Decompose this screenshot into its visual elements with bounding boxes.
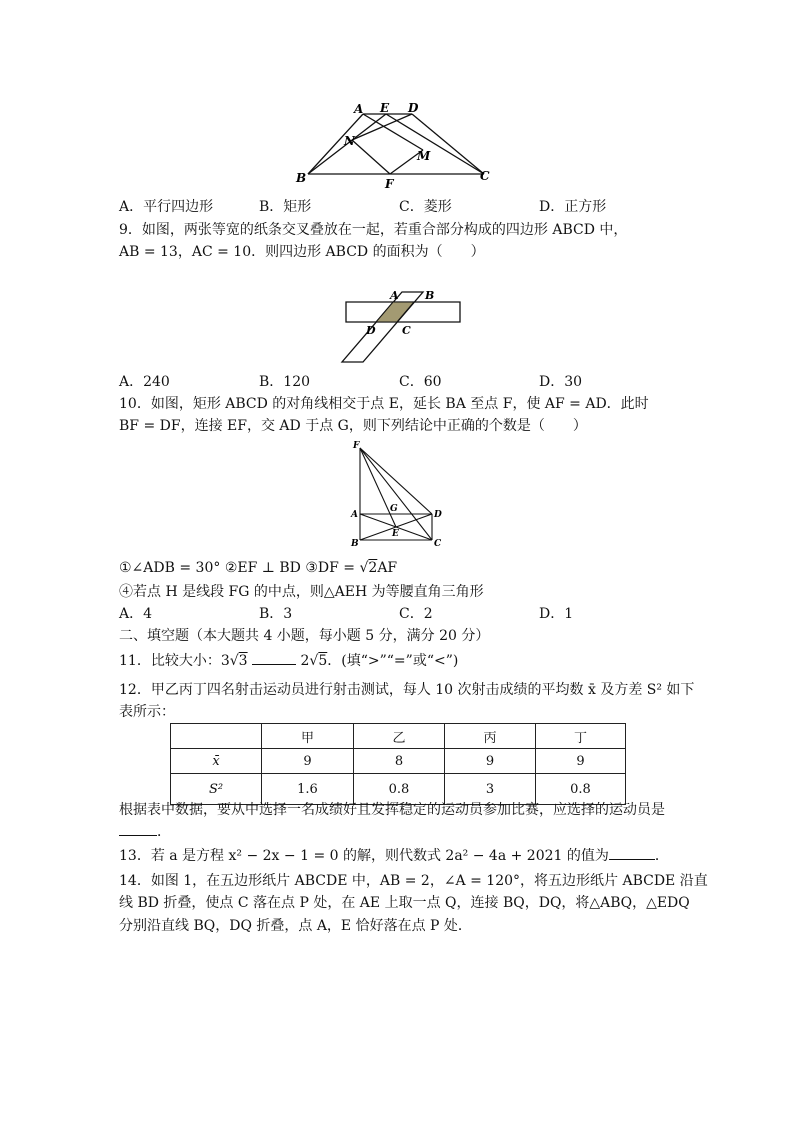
q9-option-b: B．120 <box>259 374 311 390</box>
table-cell: 1.6 <box>262 774 354 805</box>
table-row <box>171 749 626 774</box>
q10-option-d: D．1 <box>539 606 574 622</box>
q13-line: 13．若 a 是方程 x² − 2x − 1 = 0 的解，则代数式 2a² − 4a + 2021 的值为 ． <box>119 848 669 864</box>
q13-answer-blank[interactable] <box>609 859 655 860</box>
table-header-cell <box>171 724 262 749</box>
q9-option-a: A．240 <box>119 374 170 390</box>
q10-option-b: B．3 <box>259 606 293 622</box>
q10-figure <box>346 438 446 550</box>
table-cell: 9 <box>445 749 536 774</box>
q8-label-C: C <box>480 169 490 183</box>
q10-label-D: D <box>434 510 442 520</box>
table-cell: x̄ <box>171 749 262 774</box>
q10-statement-2: ②EF ⊥ BD <box>224 560 301 576</box>
q10-statement-3: ③DF = √2AF <box>305 560 398 576</box>
table-cell: S² <box>171 774 262 805</box>
table-header-cell: 丙 <box>445 724 536 749</box>
q12-line-4: ． <box>119 822 171 842</box>
q10-statements-1-3 <box>119 558 397 578</box>
table-cell: 9 <box>536 749 626 774</box>
q10-statement-4: ④若点 H 是线段 FG 的中点，则△AEH 为等腰直角三角形 <box>119 584 484 600</box>
q8-label-M: M <box>417 149 431 163</box>
q9-label-D: D <box>366 324 376 337</box>
q10-line-1: 10．如图，矩形 ABCD 的对角线相交于点 E，延长 BA 至点 F，使 AF = AD．此时 <box>119 396 649 412</box>
q9-label-B: B <box>425 289 435 302</box>
table-cell: 0.8 <box>536 774 626 805</box>
section-2-heading: 二、填空题（本大题共 4 小题，每小题 5 分，满分 20 分） <box>119 628 490 644</box>
q12-table <box>170 723 626 805</box>
table-header-cell: 甲 <box>262 724 354 749</box>
q11-line: 11．比较大小：3√3 2√5．(填“>”“=”或“<”) <box>119 653 459 669</box>
q14-line-1: 14．如图 1，在五边形纸片 ABCDE 中，AB = 2，∠A = 120°，将五边形纸片 ABCDE 沿直 <box>119 873 708 889</box>
q14-line-3: 分别沿直线 BQ，DQ 折叠，点 A，E 恰好落在点 P 处． <box>119 918 472 934</box>
q8-label-D: D <box>408 101 419 115</box>
q10-label-B: B <box>351 539 359 549</box>
q12-line-2: 表所示： <box>119 704 175 720</box>
q10-line-2: BF = DF，连接 EF，交 AD 于点 G，则下列结论中正确的个数是（ ） <box>119 418 587 434</box>
q9-option-c: C．60 <box>399 374 442 390</box>
q12-answer-blank[interactable] <box>119 835 157 836</box>
q8-label-B: B <box>296 171 307 185</box>
table-cell: 3 <box>445 774 536 805</box>
q10-label-G: G <box>390 504 398 514</box>
table-cell: 9 <box>262 749 354 774</box>
q10-label-C: C <box>434 539 442 549</box>
q10-statement-1: ①∠ADB = 30° <box>119 560 221 576</box>
table-header-cell: 丁 <box>536 724 626 749</box>
q9-line-2: AB = 13，AC = 10．则四边形 ABCD 的面积为（ ） <box>119 244 485 260</box>
q12-line-3: 根据表中数据，要从中选择一名成绩好且发挥稳定的运动员参加比赛，应选择的运动员是 <box>119 802 665 818</box>
q9-figure <box>336 278 466 370</box>
q9-label-C: C <box>402 324 411 337</box>
q9-label-A: A <box>390 289 399 302</box>
q8-label-E: E <box>380 101 390 115</box>
q12-line-1: 12．甲乙丙丁四名射击运动员进行射击测试，每人 10 次射击成绩的平均数 x̄ 及方差 S² 如下 <box>119 682 695 698</box>
table-cell: 8 <box>354 749 445 774</box>
q8-option-a: A．平行四边形 <box>119 199 214 215</box>
q10-option-a: A．4 <box>119 606 153 622</box>
q10-option-c: C．2 <box>399 606 433 622</box>
q14-line-2: 线 BD 折叠，使点 C 落在点 P 处，在 AE 上取一点 Q，连接 BQ，DQ，将△ABQ，△EDQ <box>119 895 690 911</box>
table-cell: 0.8 <box>354 774 445 805</box>
q10-label-A: A <box>351 510 358 520</box>
table-row <box>171 724 626 749</box>
q9-option-d: D．30 <box>539 374 583 390</box>
q8-figure <box>290 98 500 190</box>
q10-label-F: F <box>353 441 360 451</box>
q8-label-A: A <box>354 102 364 116</box>
q8-option-c: C．菱形 <box>399 199 452 215</box>
q8-option-d: D．正方形 <box>539 199 607 215</box>
q8-option-b: B．矩形 <box>259 199 312 215</box>
q9-line-1: 9．如图，两张等宽的纸条交叉叠放在一起，若重合部分构成的四边形 ABCD 中， <box>119 222 628 238</box>
q11-answer-blank[interactable] <box>252 664 296 665</box>
q10-label-E: E <box>392 529 399 539</box>
q8-label-F: F <box>385 177 394 190</box>
table-header-cell: 乙 <box>354 724 445 749</box>
q8-label-N: N <box>344 134 355 148</box>
